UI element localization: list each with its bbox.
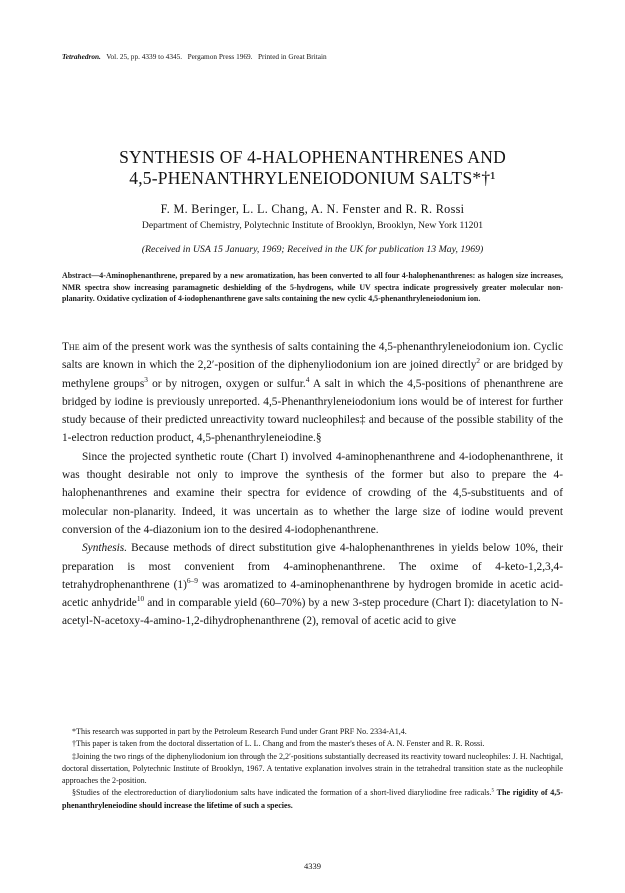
footnote-4-text-a: §Studies of the electroreduction of diaryliodonium salts have indicated the formation of a short-lived diaryliodine free radicals. xyxy=(72,788,492,798)
author-list: F. M. Beringer, L. L. Chang, A. N. Fenster and R. R. Rossi xyxy=(160,202,465,216)
footnote-2: †This paper is taken from the doctoral dissertation of L. L. Chang and from the master's theses of A. N. Fenster and R. R. Rossi. xyxy=(72,739,485,749)
journal-citation: Vol. 25, pp. 4339 to 4345. xyxy=(106,52,183,61)
paragraph-1-text-b: or are bridged by methylene groups xyxy=(62,359,564,390)
abstract-label: Abstract— xyxy=(62,271,100,280)
ref-10: 10 xyxy=(136,594,145,604)
body-text xyxy=(62,338,563,631)
paragraph-3 xyxy=(62,539,563,630)
ref-4: 4 xyxy=(305,374,310,384)
abstract-text: 4-Aminophenanthrene, prepared by a new aromatization, has been converted to all four 4-halophenanthrenes: as halogen size increases, NMR spectra show increasing paramagnetic deshielding of the 5-hydrogens, while UV spectra indicate progressively greater molecular non-planarity. Oxidative cyclization of 4-iodophenanthrene gave salts containing the new cyclic 4,5-phenanthryleneiodonium ion. xyxy=(62,271,563,304)
affiliation: Department of Chemistry, Polytechnic Institute of Brooklyn, Brooklyn, New York 11201 xyxy=(141,220,484,231)
paragraph-1 xyxy=(62,338,563,448)
footnote-1: *This research was supported in part by the Petroleum Research Fund under Grant PRF No. 2334-A1,4. xyxy=(72,727,407,736)
ref-5: 5 xyxy=(491,787,495,794)
footnotes xyxy=(62,726,563,812)
synthesis-heading: Synthesis. xyxy=(82,542,128,555)
received-dates: (Received in USA 15 January, 1969; Received in the UK for publication 13 May, 1969) xyxy=(141,244,484,255)
paragraph-3-text-b: was aromatized to 4-aminophenanthrene by hydrogen bromide in acetic acid-acetic anhydride xyxy=(62,578,564,610)
ref-3: 3 xyxy=(144,374,148,384)
journal-printed: Printed in Great Britain xyxy=(258,52,327,61)
paper-title-line-2: 4,5-PHENANTHRYLENEIODONIUM SALTS*†¹ xyxy=(129,168,496,188)
paragraph-2: Since the projected synthetic route (Chart I) involved 4-aminophenanthrene and 4-iodophenanthrene, it was thought desirable not only to improve the synthesis of the former but also to prepare the 4-halophenanthrenes and examine their spectra for evidence of crowding of the 4,5-substituents and of molecular non-planarity. Indeed, it was uncertain as to whether the large size of iodine would prevent conversion of the 4-diazonium ion to the desired 4-iodophenanthrene. xyxy=(62,450,563,536)
ref-6-9: 6–9 xyxy=(186,576,198,586)
abstract xyxy=(62,270,563,305)
footnote-3: ‡Joining the two rings of the diphenyliodonium ion through the 2,2′-positions substantially decreased its reactivity toward nucleophiles: J. H. Nachtigal, doctoral dissertation, Polytechnic Institute of Brooklyn, 1967. A tentative explanation involves strain in the tetrahedral transition state as the nucleophile approaches the 2-position. xyxy=(62,751,563,786)
paragraph-3-text-c: and in comparable yield (60–70%) by a new 3-step procedure (Chart I): diacetylation to N-acetyl-N-acetoxy-4-amino-1,2-dihydrophenanthrene (2), removal of acetic acid to give xyxy=(62,597,564,628)
paper-title-line-1: SYNTHESIS OF 4-HALOPHENANTHRENES AND xyxy=(119,147,506,167)
footnote-4 xyxy=(62,787,563,812)
journal-name: Tetrahedron. xyxy=(62,52,101,61)
paragraph-1-text-d: A salt in which the 4,5-positions of phenanthrene are bridged by iodine is previously unreported. 4,5-Phenanthryleneiodonium ions would be of interest for further study because of their predicted unreactivity toward nucleophiles‡ and because of the possible stability of the 1-electron reduction product, 4,5-phenanthryleneiodine.§ xyxy=(62,377,563,445)
paragraph-1-lead: The xyxy=(62,341,80,353)
page-number: 4339 xyxy=(304,861,321,871)
paragraph-1-text-a: aim of the present work was the synthesis of salts containing the 4,5-phenanthryleneiodonium ion. Cyclic salts are known in which the 2,2′-position of the diphenyliodonium ion are joined directly xyxy=(62,341,563,372)
journal-publisher: Pergamon Press 1969. xyxy=(187,52,253,61)
journal-header xyxy=(62,52,327,61)
ref-2: 2 xyxy=(476,356,481,366)
paragraph-3-text-a: Because methods of direct substitution give 4-halophenanthrenes in yields below 10%, their preparation is most convenient from 4-aminophenanthrene. The oxime of 4-keto-1,2,3,4-tetrahydrophenanthrene (1) xyxy=(62,542,563,591)
footnote-4-text-b: The rigidity of 4,5-phenanthryleneiodine should increase the lifetime of such a species. xyxy=(62,788,563,810)
paragraph-1-text-c: or by nitrogen, oxygen or sulfur. xyxy=(147,377,306,390)
